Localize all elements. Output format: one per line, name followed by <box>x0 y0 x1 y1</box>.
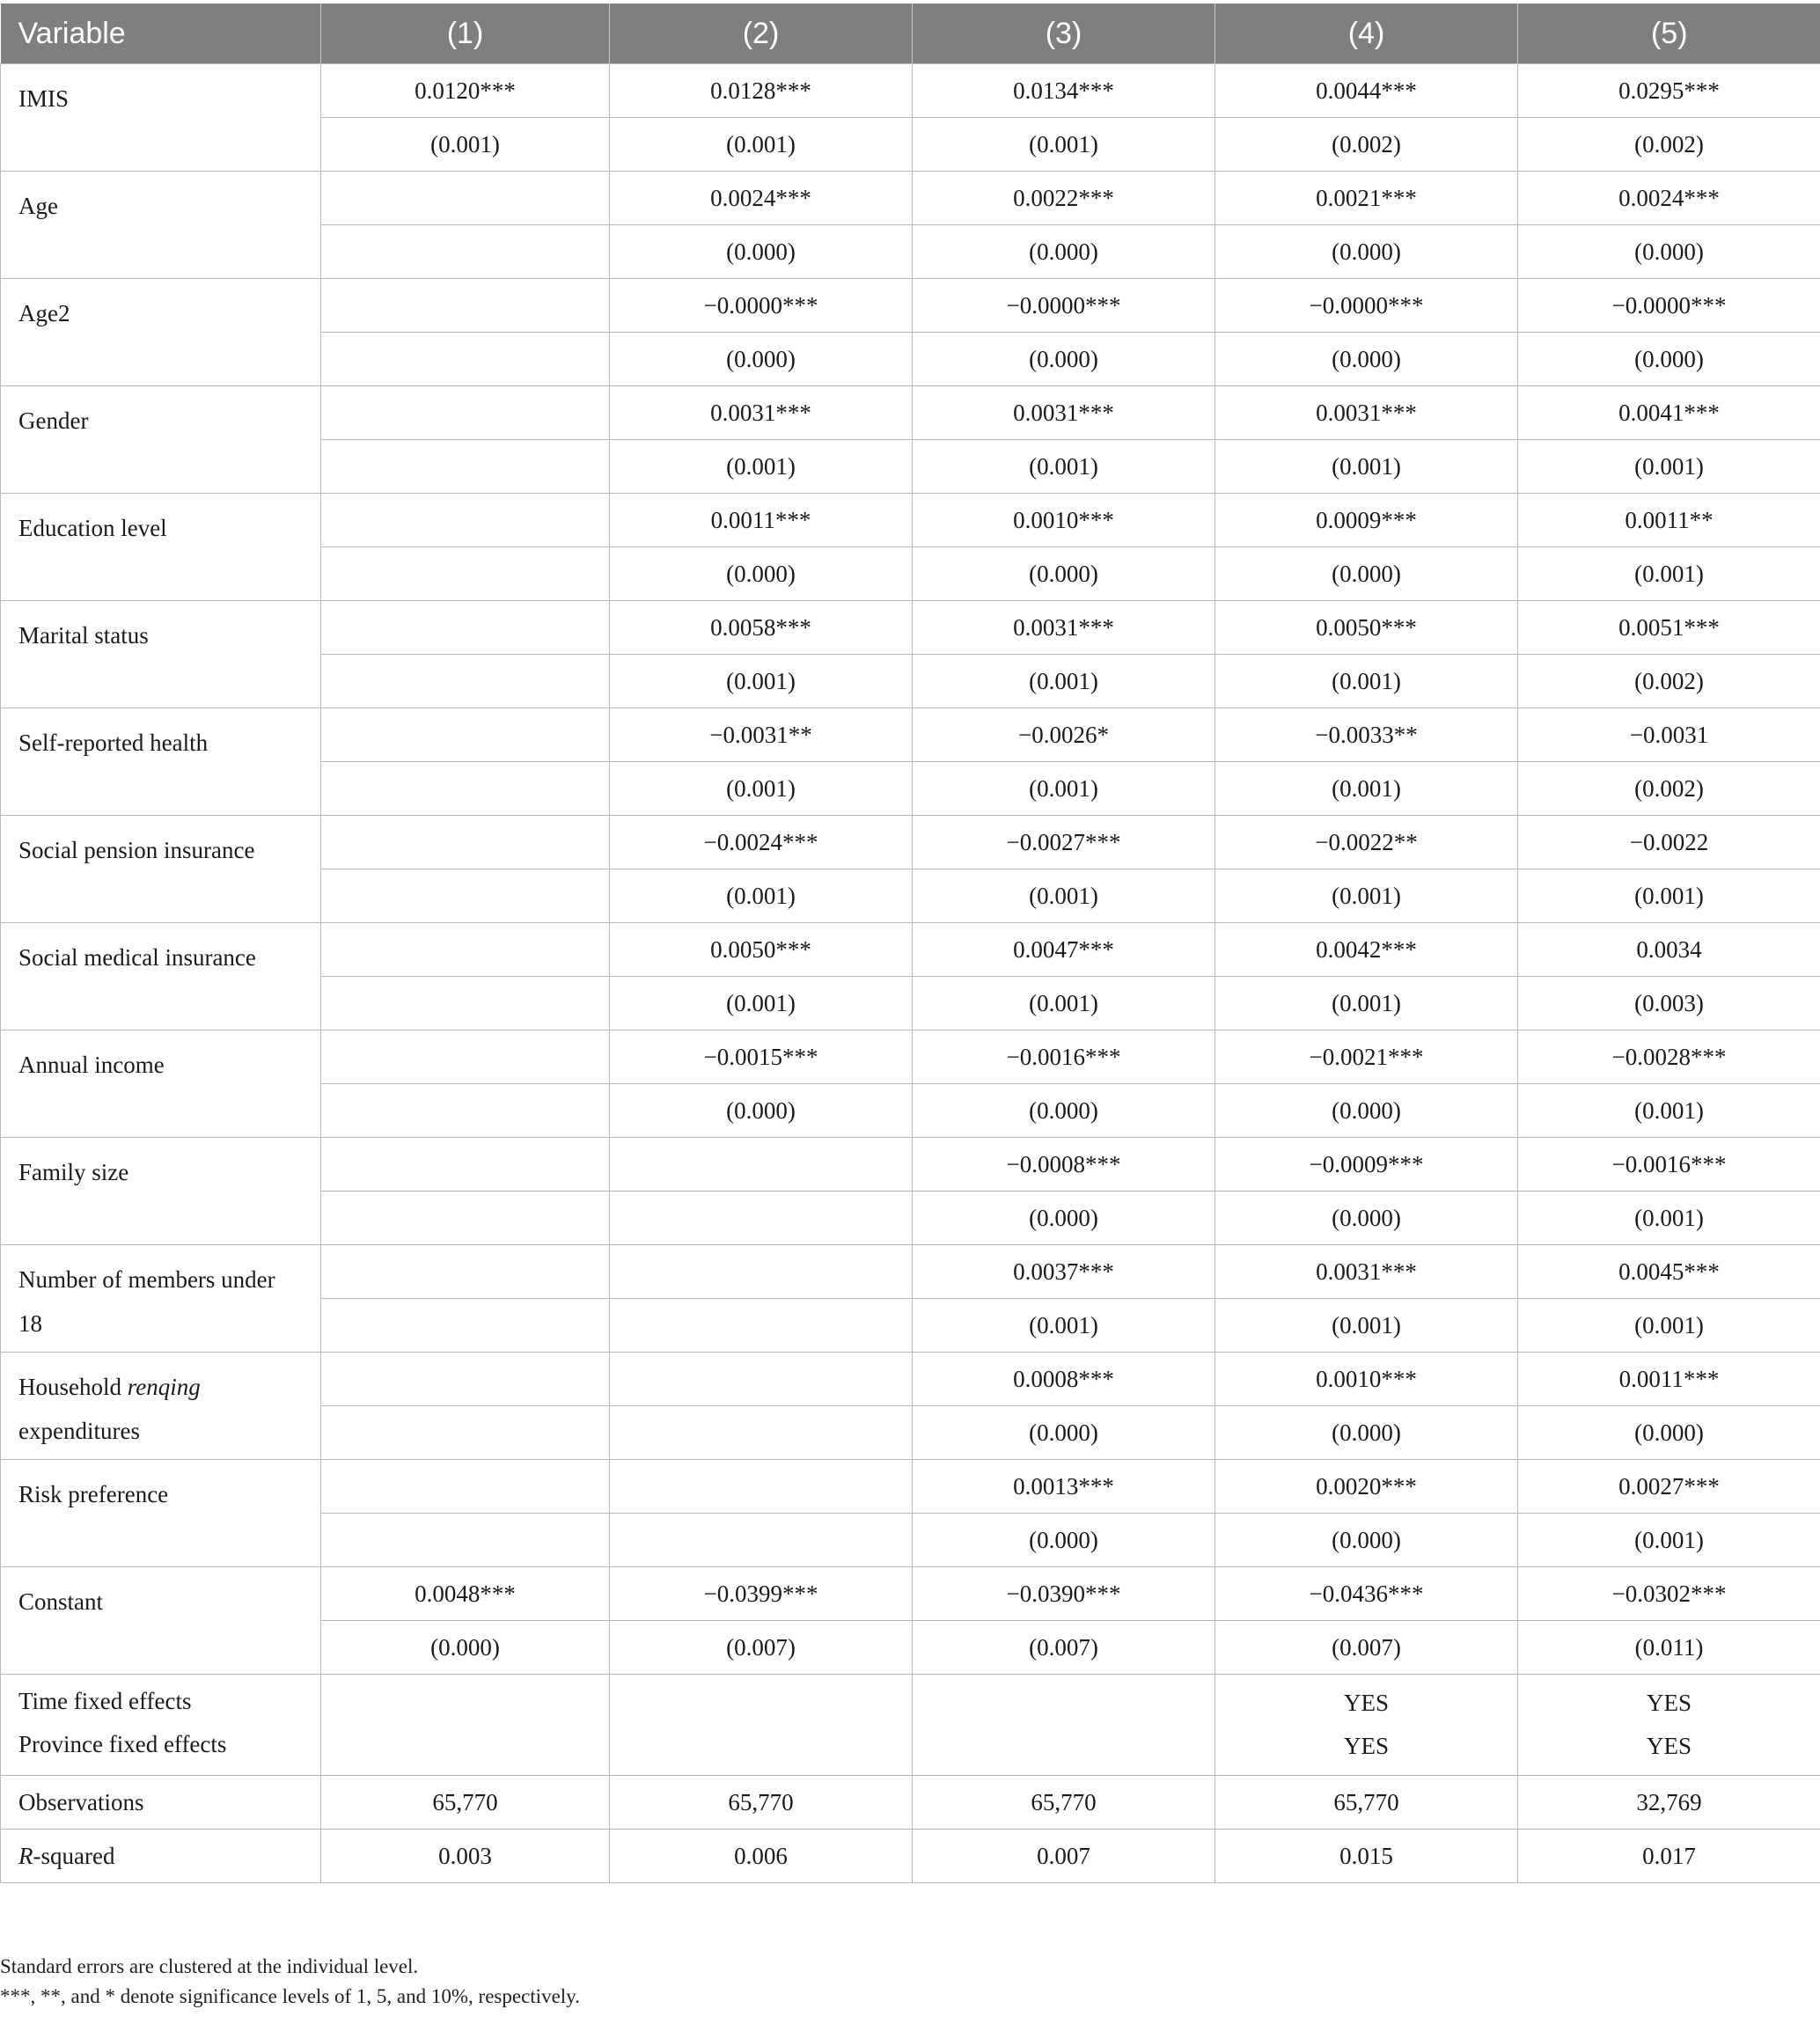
r-squared-cell: 0.007 <box>913 1830 1215 1883</box>
standard-error-cell <box>321 977 610 1030</box>
fixed-effects-cell <box>1215 1675 1518 1776</box>
coefficient-cell: 0.0031*** <box>1215 1245 1518 1299</box>
standard-error-cell <box>321 440 610 494</box>
standard-error-cell: (0.007) <box>913 1621 1215 1675</box>
variable-name: Number of members under 18 <box>1 1245 321 1353</box>
coefficient-cell: −0.0000*** <box>913 279 1215 333</box>
coefficient-cell: 0.0011** <box>1518 494 1820 547</box>
standard-error-cell: (0.001) <box>1215 1299 1518 1353</box>
coefficient-cell: −0.0000*** <box>1215 279 1518 333</box>
coefficient-cell: 0.0037*** <box>913 1245 1215 1299</box>
standard-error-cell: (0.001) <box>1518 1084 1820 1138</box>
coefficient-cell: −0.0016*** <box>913 1030 1215 1084</box>
coefficient-cell: 0.0031*** <box>610 386 913 440</box>
table-row-coef <box>1 494 1820 547</box>
standard-error-cell: (0.000) <box>913 225 1215 279</box>
standard-error-cell: (0.001) <box>913 762 1215 816</box>
variable-name: Annual income <box>1 1030 321 1138</box>
table-notes <box>0 1952 580 2012</box>
standard-error-cell: (0.001) <box>1518 869 1820 923</box>
coefficient-cell: 0.0120*** <box>321 64 610 118</box>
fixed-effects-value <box>321 1682 609 1725</box>
r-squared-cell: 0.003 <box>321 1830 610 1883</box>
coefficient-cell <box>321 601 610 655</box>
fixed-effects-value: YES <box>1343 1690 1389 1716</box>
coefficient-cell <box>321 172 610 225</box>
r-squared-cell: 0.017 <box>1518 1830 1820 1883</box>
coefficient-cell: −0.0302*** <box>1518 1567 1820 1621</box>
coefficient-cell: −0.0021*** <box>1215 1030 1518 1084</box>
coefficient-cell <box>610 1460 913 1514</box>
table-row-coef <box>1 816 1820 869</box>
table-row-coef <box>1 708 1820 762</box>
fixed-effects-value <box>610 1682 912 1725</box>
standard-error-cell: (0.000) <box>1215 225 1518 279</box>
table-row-fixed-effects <box>1 1675 1820 1776</box>
standard-error-cell: (0.001) <box>321 118 610 172</box>
variable-name: Education level <box>1 494 321 601</box>
table-body <box>1 64 1820 1883</box>
standard-error-cell: (0.001) <box>913 118 1215 172</box>
standard-error-cell: (0.003) <box>1518 977 1820 1030</box>
coefficient-cell <box>610 1245 913 1299</box>
fixed-effects-cell <box>610 1675 913 1776</box>
standard-error-cell <box>321 1406 610 1460</box>
fixed-effects-cell <box>321 1675 610 1776</box>
standard-error-cell: (0.001) <box>913 1299 1215 1353</box>
coefficient-cell: 0.0042*** <box>1215 923 1518 977</box>
fixed-effects-value <box>913 1725 1215 1768</box>
coefficient-cell: −0.0031** <box>610 708 913 762</box>
coefficient-cell: 0.0027*** <box>1518 1460 1820 1514</box>
standard-error-cell <box>610 1299 913 1353</box>
standard-error-cell: (0.001) <box>610 869 913 923</box>
coefficient-cell: 0.0051*** <box>1518 601 1820 655</box>
header-col-5: (5) <box>1518 4 1820 64</box>
standard-error-cell: (0.001) <box>1518 1514 1820 1567</box>
table-row-coef <box>1 923 1820 977</box>
coefficient-cell <box>610 1138 913 1192</box>
standard-error-cell: (0.001) <box>610 655 913 708</box>
coefficient-cell: 0.0295*** <box>1518 64 1820 118</box>
standard-error-cell <box>321 333 610 386</box>
coefficient-cell <box>321 1353 610 1406</box>
header-col-1: (1) <box>321 4 610 64</box>
table-row-coef <box>1 1030 1820 1084</box>
header-col-3: (3) <box>913 4 1215 64</box>
coefficient-cell <box>321 708 610 762</box>
coefficient-cell: 0.0031*** <box>913 386 1215 440</box>
variable-name <box>1 1830 321 1883</box>
standard-error-cell <box>321 655 610 708</box>
table-row-coef <box>1 1245 1820 1299</box>
observations-cell: 65,770 <box>1215 1776 1518 1830</box>
variable-name-part: Household <box>18 1374 128 1400</box>
variable-name: Risk preference <box>1 1460 321 1567</box>
coefficient-cell <box>321 1245 610 1299</box>
coefficient-cell: 0.0041*** <box>1518 386 1820 440</box>
coefficient-cell: −0.0015*** <box>610 1030 913 1084</box>
standard-error-cell: (0.000) <box>913 333 1215 386</box>
variable-name: IMIS <box>1 64 321 172</box>
variable-name: Age <box>1 172 321 279</box>
header-col-4: (4) <box>1215 4 1518 64</box>
standard-error-cell <box>321 547 610 601</box>
regression-table <box>0 4 1820 1883</box>
standard-error-cell: (0.000) <box>913 1084 1215 1138</box>
table-row-coef <box>1 601 1820 655</box>
coefficient-cell: 0.0013*** <box>913 1460 1215 1514</box>
standard-error-cell: (0.001) <box>1215 440 1518 494</box>
standard-error-cell: (0.007) <box>610 1621 913 1675</box>
standard-error-cell <box>321 1299 610 1353</box>
fixed-effects-value: YES <box>1646 1690 1692 1716</box>
coefficient-cell: 0.0031*** <box>1215 386 1518 440</box>
coefficient-cell <box>321 816 610 869</box>
coefficient-cell: 0.0021*** <box>1215 172 1518 225</box>
fixed-effects-value <box>913 1682 1215 1725</box>
variable-name <box>1 1675 321 1776</box>
standard-error-cell: (0.000) <box>1518 225 1820 279</box>
standard-error-cell: (0.000) <box>610 333 913 386</box>
table-row-coef <box>1 1567 1820 1621</box>
fixed-effects-label: Time fixed effects <box>18 1688 192 1714</box>
standard-error-cell <box>321 1192 610 1245</box>
coefficient-cell: −0.0022** <box>1215 816 1518 869</box>
standard-error-cell: (0.000) <box>610 1084 913 1138</box>
standard-error-cell <box>321 869 610 923</box>
standard-error-cell <box>321 762 610 816</box>
standard-error-cell: (0.000) <box>321 1621 610 1675</box>
header-variable: Variable <box>1 4 321 64</box>
variable-name-part: expenditures <box>18 1418 140 1444</box>
fixed-effects-label: Province fixed effects <box>18 1731 227 1757</box>
coefficient-cell <box>321 386 610 440</box>
coefficient-cell: −0.0000*** <box>610 279 913 333</box>
standard-error-cell <box>321 1084 610 1138</box>
coefficient-cell <box>321 1460 610 1514</box>
observations-cell: 65,770 <box>321 1776 610 1830</box>
standard-error-cell: (0.001) <box>1215 977 1518 1030</box>
standard-error-cell: (0.001) <box>1518 547 1820 601</box>
observations-cell: 65,770 <box>913 1776 1215 1830</box>
coefficient-cell: −0.0024*** <box>610 816 913 869</box>
coefficient-cell: 0.0024*** <box>610 172 913 225</box>
coefficient-cell: −0.0033** <box>1215 708 1518 762</box>
coefficient-cell: 0.0058*** <box>610 601 913 655</box>
standard-error-cell: (0.011) <box>1518 1621 1820 1675</box>
table-header-row <box>1 4 1820 64</box>
coefficient-cell: −0.0390*** <box>913 1567 1215 1621</box>
fixed-effects-value <box>321 1725 609 1768</box>
table-row-coef <box>1 172 1820 225</box>
standard-error-cell: (0.001) <box>610 440 913 494</box>
standard-error-cell: (0.007) <box>1215 1621 1518 1675</box>
standard-error-cell: (0.001) <box>1518 1192 1820 1245</box>
standard-error-cell: (0.000) <box>913 1514 1215 1567</box>
fixed-effects-value: YES <box>1646 1733 1692 1759</box>
standard-error-cell <box>321 1514 610 1567</box>
coefficient-cell: −0.0027*** <box>913 816 1215 869</box>
standard-error-cell: (0.000) <box>1215 333 1518 386</box>
coefficient-cell: 0.0050*** <box>1215 601 1518 655</box>
standard-error-cell: (0.001) <box>913 977 1215 1030</box>
coefficient-cell: −0.0436*** <box>1215 1567 1518 1621</box>
standard-error-cell: (0.001) <box>1215 655 1518 708</box>
standard-error-cell: (0.001) <box>1215 869 1518 923</box>
variable-name: Observations <box>1 1776 321 1830</box>
standard-error-cell: (0.000) <box>1215 1406 1518 1460</box>
standard-error-cell: (0.000) <box>913 1192 1215 1245</box>
coefficient-cell: 0.0009*** <box>1215 494 1518 547</box>
table-row-coef <box>1 386 1820 440</box>
table-row-coef <box>1 64 1820 118</box>
variable-name: Age2 <box>1 279 321 386</box>
coefficient-cell <box>321 923 610 977</box>
coefficient-cell: 0.0024*** <box>1518 172 1820 225</box>
standard-error-cell: (0.001) <box>1518 440 1820 494</box>
fixed-effects-value <box>610 1725 912 1768</box>
r-squared-label-rest: -squared <box>33 1843 115 1869</box>
coefficient-cell: 0.0010*** <box>1215 1353 1518 1406</box>
coefficient-cell: −0.0399*** <box>610 1567 913 1621</box>
fixed-effects-cell <box>913 1675 1215 1776</box>
standard-error-cell: (0.001) <box>610 118 913 172</box>
coefficient-cell: 0.0011*** <box>1518 1353 1820 1406</box>
standard-error-cell: (0.002) <box>1518 118 1820 172</box>
coefficient-cell: −0.0022 <box>1518 816 1820 869</box>
standard-error-cell: (0.000) <box>1518 333 1820 386</box>
coefficient-cell: −0.0009*** <box>1215 1138 1518 1192</box>
variable-name: Social medical insurance <box>1 923 321 1030</box>
standard-error-cell <box>610 1514 913 1567</box>
coefficient-cell: 0.0034 <box>1518 923 1820 977</box>
coefficient-cell: −0.0000*** <box>1518 279 1820 333</box>
standard-error-cell <box>610 1406 913 1460</box>
coefficient-cell: −0.0028*** <box>1518 1030 1820 1084</box>
coefficient-cell <box>610 1353 913 1406</box>
variable-name: Marital status <box>1 601 321 708</box>
coefficient-cell <box>321 1138 610 1192</box>
variable-name: Self-reported health <box>1 708 321 816</box>
variable-name: Family size <box>1 1138 321 1245</box>
r-squared-cell: 0.015 <box>1215 1830 1518 1883</box>
table-row-coef <box>1 279 1820 333</box>
standard-error-cell: (0.000) <box>1215 1084 1518 1138</box>
variable-name: Gender <box>1 386 321 494</box>
coefficient-cell: 0.0008*** <box>913 1353 1215 1406</box>
observations-cell: 65,770 <box>610 1776 913 1830</box>
standard-error-cell: (0.000) <box>610 547 913 601</box>
standard-error-cell: (0.000) <box>913 547 1215 601</box>
coefficient-cell: 0.0045*** <box>1518 1245 1820 1299</box>
header-col-2: (2) <box>610 4 913 64</box>
variable-name: Social pension insurance <box>1 816 321 923</box>
standard-error-cell: (0.000) <box>1215 1514 1518 1567</box>
coefficient-cell: 0.0048*** <box>321 1567 610 1621</box>
standard-error-cell: (0.000) <box>1215 1192 1518 1245</box>
table-row-r-squared <box>1 1830 1820 1883</box>
coefficient-cell: 0.0134*** <box>913 64 1215 118</box>
coefficient-cell: −0.0026* <box>913 708 1215 762</box>
standard-error-cell: (0.000) <box>610 225 913 279</box>
standard-error-cell: (0.000) <box>1518 1406 1820 1460</box>
coefficient-cell <box>321 494 610 547</box>
variable-name <box>1 1353 321 1460</box>
coefficient-cell: −0.0008*** <box>913 1138 1215 1192</box>
standard-error-cell: (0.001) <box>1215 762 1518 816</box>
table-row-coef <box>1 1353 1820 1406</box>
standard-error-cell: (0.001) <box>610 977 913 1030</box>
coefficient-cell: 0.0011*** <box>610 494 913 547</box>
standard-error-cell: (0.002) <box>1518 762 1820 816</box>
table-row-observations <box>1 1776 1820 1830</box>
coefficient-cell: 0.0022*** <box>913 172 1215 225</box>
fixed-effects-value: YES <box>1343 1733 1389 1759</box>
coefficient-cell: −0.0031 <box>1518 708 1820 762</box>
coefficient-cell <box>321 279 610 333</box>
table-row-coef <box>1 1460 1820 1514</box>
variable-name: Constant <box>1 1567 321 1675</box>
coefficient-cell <box>321 1030 610 1084</box>
standard-error-cell: (0.001) <box>913 655 1215 708</box>
standard-error-cell: (0.002) <box>1518 655 1820 708</box>
observations-cell: 32,769 <box>1518 1776 1820 1830</box>
standard-error-cell <box>610 1192 913 1245</box>
coefficient-cell: 0.0031*** <box>913 601 1215 655</box>
coefficient-cell: 0.0047*** <box>913 923 1215 977</box>
standard-error-cell: (0.001) <box>610 762 913 816</box>
standard-error-cell: (0.001) <box>913 440 1215 494</box>
coefficient-cell: 0.0128*** <box>610 64 913 118</box>
coefficient-cell: −0.0016*** <box>1518 1138 1820 1192</box>
table-row-coef <box>1 1138 1820 1192</box>
standard-error-cell: (0.001) <box>1518 1299 1820 1353</box>
fixed-effects-cell <box>1518 1675 1820 1776</box>
r-squared-label-italic: R <box>18 1843 33 1869</box>
standard-error-cell <box>321 225 610 279</box>
r-squared-cell: 0.006 <box>610 1830 913 1883</box>
coefficient-cell: 0.0044*** <box>1215 64 1518 118</box>
note-significance: ***, **, and * denote significance levels of 1, 5, and 10%, respectively. <box>0 1985 580 2007</box>
coefficient-cell: 0.0010*** <box>913 494 1215 547</box>
variable-name-italic: renqing <box>127 1374 201 1400</box>
coefficient-cell: 0.0050*** <box>610 923 913 977</box>
standard-error-cell: (0.000) <box>1215 547 1518 601</box>
coefficient-cell: 0.0020*** <box>1215 1460 1518 1514</box>
standard-error-cell: (0.001) <box>913 869 1215 923</box>
standard-error-cell: (0.000) <box>913 1406 1215 1460</box>
note-clustering: Standard errors are clustered at the individual level. <box>0 1955 419 1977</box>
standard-error-cell: (0.002) <box>1215 118 1518 172</box>
